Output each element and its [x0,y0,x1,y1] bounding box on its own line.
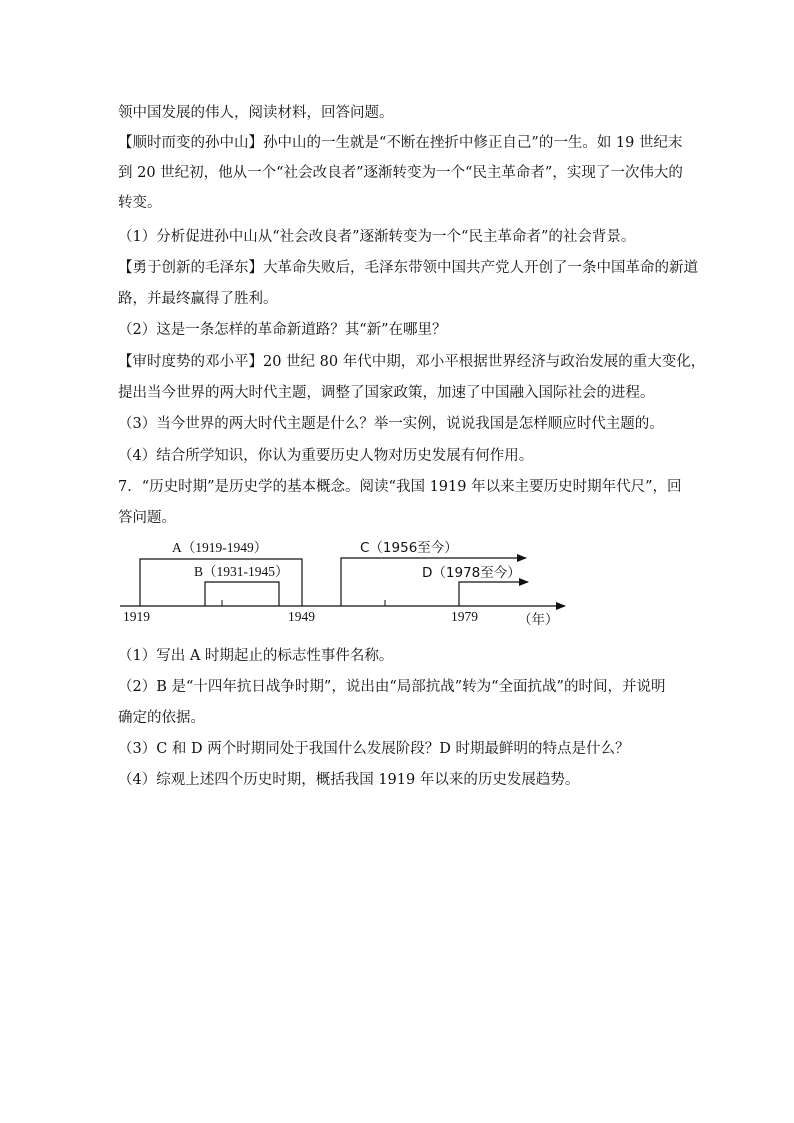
text-line: 答问题。 [118,510,176,526]
question-line: （2）这是一条怎样的革命新道路？其“新”在哪里？ [118,322,447,338]
question-line: （1）分析促进孙中山从“社会改良者”逐渐转变为一个“民主革命者”的社会背景。 [118,229,636,245]
text-line: 【审时度势的邓小平】20 世纪 80 年代中期，邓小平根据世界经济与政治发展的重大变化， [118,354,706,370]
period-c-label: C（1956至今） [360,540,458,556]
axis-unit-label: （年） [518,612,559,628]
period-b-label: B（1931-1945） [194,564,289,579]
text-line: 转变。 [118,195,162,211]
text-line: 路，并最终赢得了胜利。 [118,291,278,307]
text-line: 7．“历史时期”是历史学的基本概念。阅读“我国 1919 年以来主要历史时期年代尺”，回 [118,479,682,495]
text-line: 【顺时而变的孙中山】孙中山的一生就是“不断在挫折中修正自己”的一生。如 19 世纪末 [118,135,683,151]
period-d-arrow [459,582,528,606]
tick-label: 1919 [123,609,150,624]
tick-label: 1979 [451,609,478,624]
text-line: 提出当今世界的两大时代主题，调整了国家政策，加速了中国融入国际社会的进程。 [118,385,655,401]
question-line: （1）写出 A 时期起止的标志性事件名称。 [118,648,394,664]
question-line: （4）综观上述四个历史时期，概括我国 1919 年以来的历史发展趋势。 [118,772,580,788]
question-line: （3）当今世界的两大时代主题是什么？举一实例，说说我国是怎样顺应时代主题的。 [118,416,664,432]
period-d-label: D（1978至今） [422,565,521,581]
text-line: 到 20 世纪初，他从一个“社会改良者”逐渐转变为一个“民主革命者”，实现了一次伟大的 [118,165,683,181]
question-line: （4）结合所学知识，你认为重要历史人物对历史发展有何作用。 [118,448,534,464]
question-line: （2）B 是“十四年抗日战争时期”，说出由“局部抗战”转为“全面抗战”的时间，并说明 [118,679,666,695]
text-line: 确定的依据。 [118,710,205,726]
text-line: 领中国发展的伟人，阅读材料，回答问题。 [118,105,394,121]
timeline-diagram [110,532,580,636]
text-line: 【勇于创新的毛泽东】大革命失败后，毛泽东带领中国共产党人开创了一条中国革命的新道 [118,260,698,276]
question-line: （3）C 和 D 两个时期同处于我国什么发展阶段？D 时期最鲜明的特点是什么？ [118,741,630,757]
period-a-label: A（1919-1949） [172,540,268,555]
tick-label: 1949 [288,609,315,624]
period-b-bracket [205,582,279,606]
